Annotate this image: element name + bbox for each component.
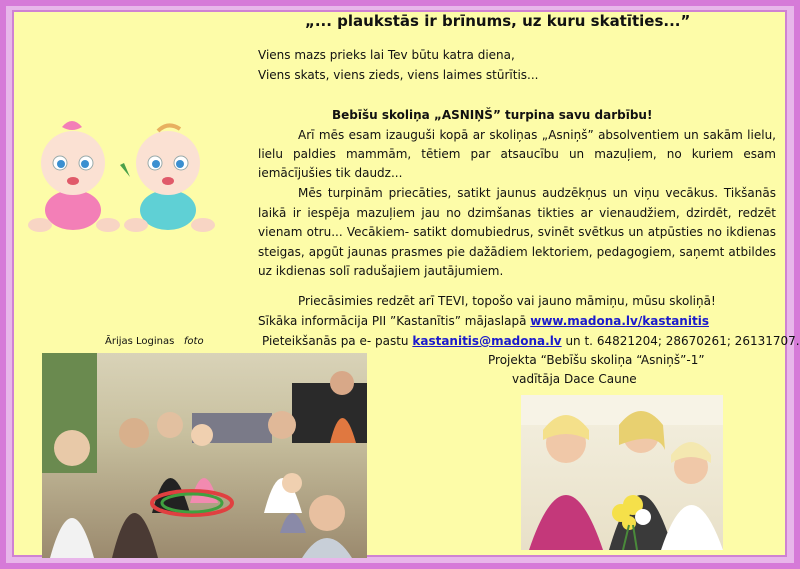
paragraph-1: Arī mēs esam izauguši kopā ar skoliņas „Asniņš” absolventiem un sakām lielu, lielu paldies mammām, tētiem par atsaucību un mazuļiem, no kuriem esam iemācījušies tik daudz... — [258, 128, 776, 180]
paragraph-2: Mēs turpinām priecāties, satikt jaunus audzēkņus un viņu vecākus. Tikšanās laikā ir iespēja mazuļiem jau no dzimšanas tikties ar vienaudžiem, dzirdēt, redzēt vienam otru... Vecākiem- satikt domubiedrus, svinēt svētkus un atpūsties no ikdienas steigas, apgūt jaunas prasmes pie dažādiem lektoriem, pedagogiem, saņemt atbildes uz ikdienas solī radušajiem jautājumiem. — [258, 186, 776, 278]
intro-line-2: Viens skats, viens zieds, viens laimes stūrītis... — [258, 68, 539, 82]
photo-credit-label: foto — [183, 336, 204, 347]
apply-line — [262, 334, 800, 348]
babies-illustration — [18, 115, 228, 235]
women-photo — [521, 395, 723, 550]
signature-line-2: vadītāja Dace Caune — [512, 372, 637, 386]
website-link[interactable]: www.madona.lv/kastanitis — [530, 314, 709, 328]
intro-line-1: Viens mazs prieks lai Tev būtu katra diena, — [258, 48, 515, 62]
group-photo — [42, 353, 367, 558]
email-link[interactable]: kastanitis@madona.lv — [412, 334, 562, 348]
info-line — [258, 314, 709, 328]
signature-line-1: Projekta “Bebīšu skoliņa “Asniņš”-1” — [488, 353, 705, 367]
invite-text: Priecāsimies redzēt arī TEVI, topošo vai jauno māmiņu, mūsu skoliņā! — [298, 294, 716, 308]
apply-suffix: un t. 64821204; 28670261; 26131707. — [561, 334, 800, 348]
photo-credit — [105, 336, 204, 347]
info-prefix: Sīkāka informācija PII ”Kastanītis” mājaslapā — [258, 314, 531, 328]
photo-credit-name: Ārijas Loginas — [105, 336, 175, 347]
section-heading: Bebīšu skoliņa „ASNIŅŠ” turpina savu darbību! — [332, 108, 653, 122]
page-title: „... plaukstās ir brīnums, uz kuru skatīties...” — [305, 12, 691, 30]
apply-prefix: Pieteikšanās pa e- pastu — [262, 334, 413, 348]
